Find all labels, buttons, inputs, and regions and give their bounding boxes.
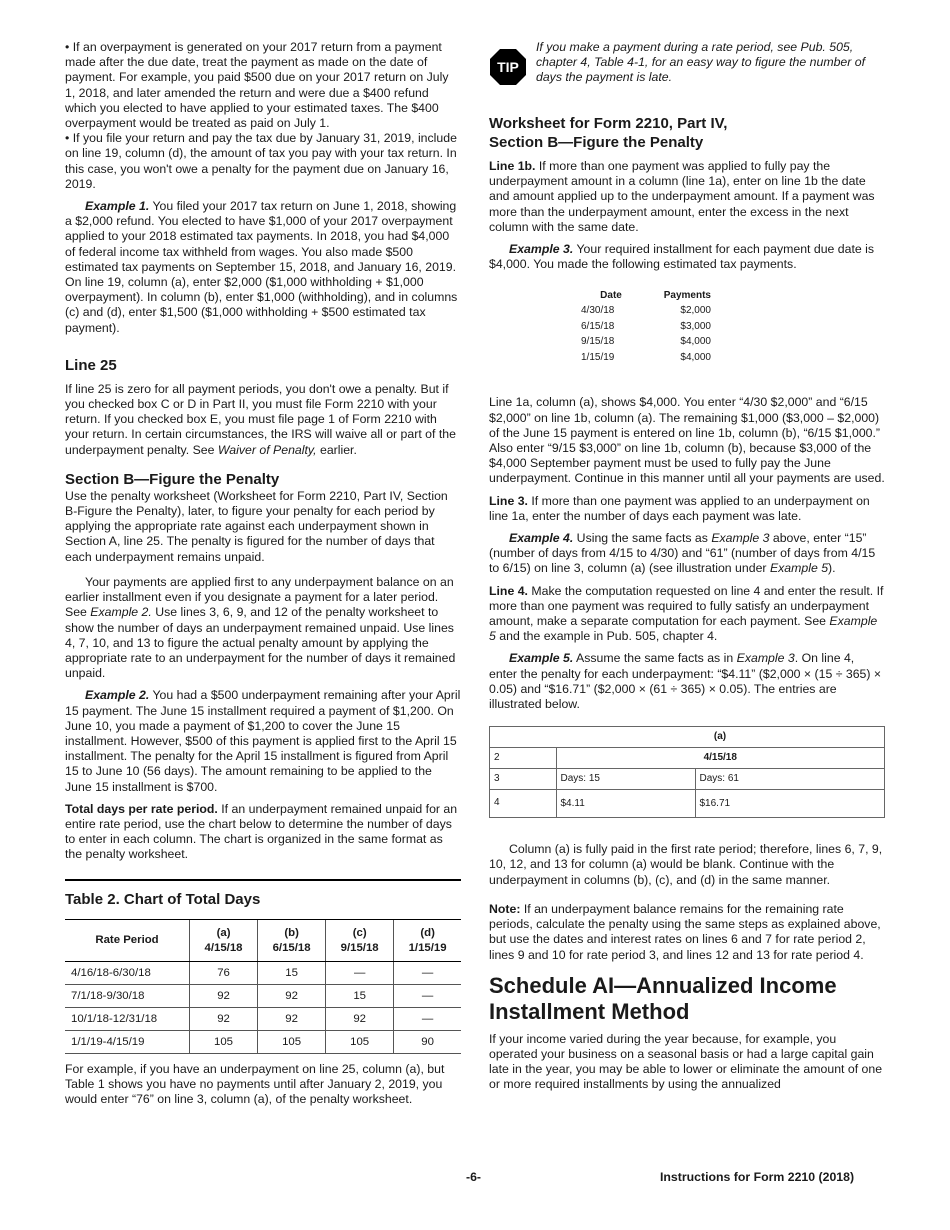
table2-header-d-date: 1/15/19 xyxy=(408,941,447,954)
line4-paragraph xyxy=(489,584,885,645)
example-4-text-b: above, enter “15” (number of days from 4/15 to 4/30) and “61” (number of days from 4/15 to 6/15) on line 3, column (a) (see illustration under xyxy=(489,531,876,576)
example-4-text-c: ). xyxy=(828,561,836,576)
section-b-p2-b: Use lines 3, 6, 9, and 12 of the penalty worksheet to show the number of days an underpayment remained unpaid. Use lines 4, 7, 10, and 13 to figure the actual penalty amount by applying the appropriate rate to an underpayment for the number of days it remained unpaid. xyxy=(65,605,456,681)
table-cell: $16.71 xyxy=(695,790,885,818)
table2-header-a-label: (a) xyxy=(216,926,231,939)
section-b-paragraph-1: Use the penalty worksheet (Worksheet for Form 2210, Part IV, Section B-Figure the Penalty), later, to figure your penalty for each period by applying the appropriate rate against each underpayment shown in Section A, line 25. The penalty is figured for the number of days that each underpayment remains unpaid. xyxy=(65,488,448,564)
note-text: If an underpayment balance remains for the remaining rate periods, calculate the penalty using the same steps as explained above, but use the dates and interest rates on lines 6 and 7 for rate period 2, lines 9 and 10 for rate period 3, and lines 12 and 13 for rate period 4. xyxy=(489,901,881,962)
table-cell: 4 xyxy=(490,790,557,818)
section-b-paragraph-2 xyxy=(65,575,461,681)
table-cell: 10/1/18-12/31/18 xyxy=(65,1007,190,1030)
line3-paragraph xyxy=(489,494,885,524)
table-cell: 15 xyxy=(258,961,326,984)
table-row xyxy=(65,984,461,1007)
total-days-paragraph xyxy=(65,802,461,863)
table-row xyxy=(581,334,711,350)
worksheet-heading-line2: Section B—Figure the Penalty xyxy=(489,134,704,151)
worksheet-heading-line1: Worksheet for Form 2210, Part IV, xyxy=(489,115,728,132)
table-cell: 6/15/18 xyxy=(581,320,615,332)
total-days-label: Total days per rate period. xyxy=(65,801,218,816)
example-2-text: You had a $500 underpayment remaining after your April 15 payment. The June 15 installment required a payment of $1,200. On June 10, you made a payment of $1,200 to cover the June 15 installment. However, $500 of this payment is applied first to the April 15 installment. The penalty for the April 15 installment is figured from April 15 to June 10 (56 days). The amount remaining to be applied to the June 15 installment is $700. xyxy=(65,688,461,794)
line3-label: Line 3. xyxy=(489,493,528,508)
table-cell: 7/1/18-9/30/18 xyxy=(65,984,190,1007)
line25-heading: Line 25 xyxy=(65,356,117,374)
line1b-label: Line 1b. xyxy=(489,159,536,173)
payments-table xyxy=(581,288,711,365)
table-cell: 92 xyxy=(258,984,326,1007)
example-5-label: Example 5. xyxy=(509,651,574,666)
table-cell: 4/16/18-6/30/18 xyxy=(65,961,190,984)
table2-header-c-label: (c) xyxy=(352,926,367,939)
table-row xyxy=(490,769,885,790)
table2-header-d xyxy=(394,919,461,961)
line4-label: Line 4. xyxy=(489,583,528,598)
bullet-overpayment: • If an overpayment is generated on your 2017 return from a payment made after the due date, treat the payment as made on the date of payment. For example, you paid $500 due on your 2017 return on July 1, 2018, and later amended the return and were due a $400 refund which you elected to have applied to your estimated taxes. The $400 overpayment would be treated as paid on July 1. xyxy=(65,40,461,131)
page-number: -6- xyxy=(466,1170,482,1184)
table-row xyxy=(65,1030,461,1053)
table-cell: $4,000 xyxy=(680,336,711,348)
example-2-ref: Example 2. xyxy=(90,605,152,620)
table-row xyxy=(581,319,711,335)
example-2-label: Example 2. xyxy=(85,688,150,703)
column-a-paragraph: Column (a) is fully paid in the first rate period; therefore, lines 6, 7, 9, 10, 12, and 13 for column (a) would be blank. Continue with the underpayment in columns (b), (c), and (d) in the same manner. xyxy=(489,842,883,887)
penalty-header-row xyxy=(490,727,885,748)
tip-icon xyxy=(489,48,527,86)
table-cell xyxy=(490,727,557,748)
tip-block xyxy=(489,40,885,92)
note-paragraph xyxy=(489,902,885,963)
table-cell: 105 xyxy=(326,1030,394,1053)
table2-header-d-label: (d) xyxy=(420,926,435,939)
example-3-label: Example 3. xyxy=(509,242,574,257)
table-cell: Days: 61 xyxy=(695,769,885,790)
table-cell: — xyxy=(394,961,461,984)
example-1-text: You filed your 2017 tax return on June 1, 2018, showing a $2,000 refund. You elected to have $1,000 of your 2017 overpayment applied to your 2018 estimated tax payments. In 2018, you had $4,000 of federal income tax withheld from wages. You also made $500 estimated tax payments on September 15, 2018, and January 16, 2019. On line 19, column (a), enter $2,000 ($1,000 withholding + $1,000 overpayment). In column (b), enter $1,000 (withholding), and in columns (c) and (d), enter $1,500 ($1,000 withholding + $500 estimated tax payment). xyxy=(65,199,458,335)
total-days-text: If an underpayment remained unpaid for an entire rate period, use the chart below to determine the number of days to enter in each column. The chart is organized in the same format as the penalty worksheet. xyxy=(65,801,458,862)
example-3 xyxy=(489,242,885,272)
table-cell: — xyxy=(394,984,461,1007)
line1b-text: If more than one payment was applied to fully pay the underpayment amount in a column (line 1a), enter on line 1b the date and amount applied up to the underpayment amount. If a payment was more than the underpayment amount, enter the excess in the next column with the same date. xyxy=(489,159,875,234)
line25-end: earlier. xyxy=(316,442,357,457)
table-cell: Days: 15 xyxy=(556,769,695,790)
schedule-ai-paragraph: If your income varied during the year because, for example, you operated your business on a seasonal basis or had a large capital gain late in the year, you may be able to lower or eliminate the amount of one or more required installments by using the annualized xyxy=(489,1031,883,1092)
table-cell: 92 xyxy=(258,1007,326,1030)
payments-header-payments: Payments xyxy=(663,290,711,302)
payments-header-row xyxy=(581,288,711,303)
table-cell: 92 xyxy=(190,1007,258,1030)
example-5-text-a: Assume the same facts as in xyxy=(573,651,737,666)
table-row xyxy=(65,961,461,984)
example-5 xyxy=(489,651,885,712)
line25-paragraph xyxy=(65,382,461,458)
note-label: Note: xyxy=(489,901,521,916)
table-row xyxy=(490,748,885,769)
table-cell: 15 xyxy=(326,984,394,1007)
line3-text: If more than one payment was applied to an underpayment on line 1a, enter the number of days each payment was late. xyxy=(489,493,870,523)
table-row xyxy=(581,303,711,319)
table-cell: 1/15/19 xyxy=(581,351,615,363)
table2-header-a-date: 4/15/18 xyxy=(204,941,243,954)
table2-top-rule xyxy=(65,879,461,881)
table-cell: 105 xyxy=(190,1030,258,1053)
table-cell: 90 xyxy=(394,1030,461,1053)
table2-header-row xyxy=(65,919,461,961)
table-cell: $4,000 xyxy=(680,351,711,363)
bullet-file-by-jan31: • If you file your return and pay the tax due by January 31, 2019, include on line 19, column (d), the amount of tax you pay with your tax return. In this case, you won't owe a penalty for the payment due on January 16, 2019. xyxy=(65,131,461,192)
table-cell: 76 xyxy=(190,961,258,984)
table2-header-b-label: (b) xyxy=(284,926,299,939)
table-row xyxy=(490,790,885,818)
table2-title: Table 2. Chart of Total Days xyxy=(65,890,261,908)
tip-icon-label: TIP xyxy=(497,59,519,75)
footer-form-title: Instructions for Form 2210 (2018) xyxy=(660,1170,855,1184)
line25-text: If line 25 is zero for all payment periods, you don't owe a penalty. But if you checked box C or D in Part II, you must file Form 2210 with your return. If you checked box E, you must file page 1 of Form 2210 with your return. In certain circumstances, the IRS will waive all or part of the underpayment penalty. See xyxy=(65,381,456,457)
table-cell: 4/30/18 xyxy=(581,305,615,317)
section-b-p2-a: Your payments are applied first to any underpayment balance on an earlier installment even if you designate a payment for a later period. See xyxy=(65,574,454,620)
example-3-text: Your required installment for each payment due date is $4,000. You made the following estimated tax payments. xyxy=(489,242,875,272)
example-1 xyxy=(65,199,461,336)
table2-header-a xyxy=(190,919,258,961)
table2-header-c xyxy=(326,919,394,961)
penalty-header-a: (a) xyxy=(556,727,885,748)
example-4-text-a: Using the same facts as xyxy=(573,531,712,546)
table-cell: 2 xyxy=(490,748,557,769)
line1b-paragraph xyxy=(489,159,885,235)
payments-header-date: Date xyxy=(600,290,622,302)
table-cell: 3 xyxy=(490,769,557,790)
worksheet-heading xyxy=(489,114,885,152)
table-cell: 1/1/19-4/15/19 xyxy=(65,1030,190,1053)
schedule-ai-heading-line2: Installment Method xyxy=(489,998,690,1024)
table2-header-b-date: 6/15/18 xyxy=(272,941,311,954)
table2-header-c-date: 9/15/18 xyxy=(340,941,379,954)
after-table-paragraph: For example, if you have an underpayment on line 25, column (a), but Table 1 shows you have no payments until after January 2, 2019, you would enter “76” on line 3, column (a), of the penalty worksheet. xyxy=(65,1061,445,1106)
left-column xyxy=(65,40,461,1107)
table-row xyxy=(581,350,711,366)
example-5-ref: Example 5 xyxy=(769,561,829,576)
example-5-text-b: . On line 4, enter the penalty for each underpayment: “$4.11” ($2,000 × (15 ÷ 365) × 0.05) and “$16.71” ($2,000 × (61 ÷ 365) × 0.05). The entries are illustrated below. xyxy=(489,651,882,712)
table2-header-b xyxy=(258,919,326,961)
table-cell: — xyxy=(326,961,394,984)
schedule-ai-heading-line1: Schedule AI—Annualized Income xyxy=(489,972,837,998)
penalty-illustration-table xyxy=(489,726,885,818)
line1a-paragraph: Line 1a, column (a), shows $4,000. You enter “4/30 $2,000” and “6/15 $2,000” on line 1b, column (a). The remaining $1,000 ($3,000 – $2,000) of the June 15 payment is entered on line 1b, column (b), “6/15 $1,000.” Also enter “9/15 $3,000” on line 1b, column (b), because $3,000 of the $4,000 September payment must be used to fully pay the June underpayment. Continue in this manner until all your payments are used. xyxy=(489,395,885,486)
example-2 xyxy=(65,688,461,794)
right-column xyxy=(489,40,885,1093)
table-row xyxy=(65,1007,461,1030)
table-cell: — xyxy=(394,1007,461,1030)
table-cell: 4/15/18 xyxy=(556,748,885,769)
schedule-ai-heading xyxy=(489,973,885,1025)
tip-text: If you make a payment during a rate period, see Pub. 505, chapter 4, Table 4-1, for an easy way to figure the number of days the payment is late. xyxy=(536,40,866,85)
table-cell: $2,000 xyxy=(680,305,711,317)
section-b-heading: Section B—Figure the Penalty xyxy=(65,470,280,488)
line4-text-a: Make the computation requested on line 4 and enter the result. If more than one payment was required to fully satisfy an underpayment amount, make a separate computation for each payment. See xyxy=(489,583,884,629)
table2-chart-of-total-days xyxy=(65,919,461,1054)
example-1-label: Example 1. xyxy=(85,199,150,214)
table2-header-rate-period: Rate Period xyxy=(65,919,190,961)
example-3-ref: Example 3 xyxy=(736,651,795,666)
example-4 xyxy=(489,531,885,577)
line4-text-b: and the example in Pub. 505, chapter 4. xyxy=(495,629,718,644)
table-cell: 105 xyxy=(258,1030,326,1053)
table-cell: 9/15/18 xyxy=(581,336,615,348)
table-cell: $3,000 xyxy=(680,320,711,332)
table-cell: 92 xyxy=(326,1007,394,1030)
example-5-ref: Example 5 xyxy=(489,614,878,644)
example-4-label: Example 4. xyxy=(509,531,574,546)
table-cell: $4.11 xyxy=(556,790,695,818)
example-3-ref: Example 3 xyxy=(711,531,770,546)
waiver-of-penalty-ref: Waiver of Penalty, xyxy=(217,442,317,457)
table-cell: 92 xyxy=(190,984,258,1007)
